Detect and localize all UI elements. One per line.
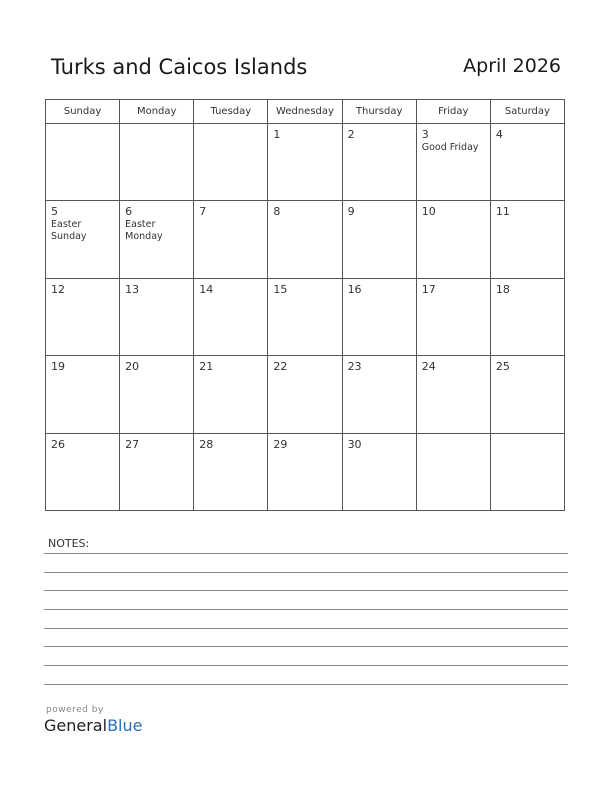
powered-by-text: powered by [46, 705, 104, 715]
day-number: 24 [421, 360, 436, 374]
day-number: 17 [421, 282, 436, 296]
note-line [44, 665, 568, 666]
generalblue-logo[interactable] [44, 716, 142, 735]
holiday-label: Easter Monday [125, 219, 163, 243]
week-row [46, 278, 565, 355]
holiday-label: Easter Sunday [51, 219, 87, 243]
day-cell [120, 356, 194, 433]
day-cell [120, 278, 194, 355]
day-cell [120, 201, 194, 278]
day-number: 21 [199, 360, 214, 374]
day-cell [120, 433, 194, 510]
day-cell [46, 278, 120, 355]
day-number: 1 [273, 128, 281, 141]
day-cell [46, 124, 120, 201]
note-line [44, 572, 568, 573]
day-cell [490, 124, 564, 201]
calendar-grid [45, 99, 565, 511]
brand-general: General [44, 716, 108, 735]
weekday-header-sunday: Sunday [46, 100, 120, 124]
day-number: 6 [125, 205, 133, 219]
note-line [44, 684, 568, 685]
day-number: 5 [51, 205, 58, 219]
note-line [44, 646, 568, 647]
day-number: 29 [273, 437, 288, 451]
weekday-header-tuesday: Tuesday [194, 100, 268, 124]
day-number: 2 [347, 128, 355, 141]
day-number: 28 [199, 437, 214, 451]
calendar-title: Turks and Caicos Islands [51, 55, 308, 79]
weekday-header-thursday: Thursday [342, 100, 416, 124]
note-line [44, 553, 568, 554]
day-number: 10 [421, 205, 436, 219]
note-line [44, 609, 568, 610]
day-cell [342, 433, 416, 510]
holiday-label: Good Friday [421, 142, 479, 153]
day-cell [194, 356, 268, 433]
day-number: 16 [347, 282, 362, 296]
day-cell [490, 278, 564, 355]
week-row [46, 433, 565, 510]
day-cell [342, 278, 416, 355]
day-number: 26 [51, 437, 65, 451]
week-row [46, 201, 565, 278]
day-cell [342, 201, 416, 278]
day-cell [46, 201, 120, 278]
day-number: 14 [199, 282, 214, 296]
day-cell [490, 201, 564, 278]
day-cell [268, 356, 342, 433]
day-cell [194, 124, 268, 201]
week-row [46, 124, 565, 201]
day-cell [194, 278, 268, 355]
day-number: 3 [421, 128, 429, 141]
day-number: 15 [273, 282, 288, 296]
day-cell [342, 124, 416, 201]
day-cell [268, 433, 342, 510]
day-cell [120, 124, 194, 201]
day-number: 20 [125, 360, 140, 374]
day-number: 8 [273, 205, 281, 219]
brand-blue: Blue [107, 716, 143, 735]
day-number: 23 [347, 360, 362, 374]
day-cell [268, 201, 342, 278]
day-number: 25 [495, 360, 510, 374]
day-cell [416, 356, 490, 433]
day-number: 22 [273, 360, 288, 374]
day-cell [416, 278, 490, 355]
day-number: 30 [347, 437, 362, 451]
day-cell [268, 124, 342, 201]
day-cell [268, 278, 342, 355]
day-number: 12 [51, 282, 65, 296]
note-line [44, 628, 568, 629]
note-line [44, 590, 568, 591]
day-cell [46, 356, 120, 433]
day-cell [46, 433, 120, 510]
day-number: 27 [125, 437, 140, 451]
day-cell [194, 433, 268, 510]
day-number: 13 [125, 282, 140, 296]
day-cell [416, 433, 490, 510]
weekday-header-wednesday: Wednesday [268, 100, 342, 124]
weekday-header-monday: Monday [120, 100, 194, 124]
day-number: 18 [495, 282, 510, 296]
day-number: 7 [199, 205, 207, 219]
day-number: 19 [51, 360, 65, 374]
day-cell [490, 356, 564, 433]
calendar-body [46, 124, 565, 511]
day-cell [342, 356, 416, 433]
month-label: April 2026 [463, 55, 561, 77]
day-cell [490, 433, 564, 510]
day-cell [416, 124, 490, 201]
day-cell [194, 201, 268, 278]
day-cell [416, 201, 490, 278]
weekday-header-friday: Friday [416, 100, 490, 124]
week-row [46, 356, 565, 433]
notes-label: NOTES: [48, 537, 90, 550]
weekday-header-row [46, 100, 565, 124]
day-number: 11 [495, 205, 510, 219]
day-number: 9 [347, 205, 355, 219]
weekday-header-saturday: Saturday [490, 100, 564, 124]
day-number: 4 [495, 128, 503, 141]
